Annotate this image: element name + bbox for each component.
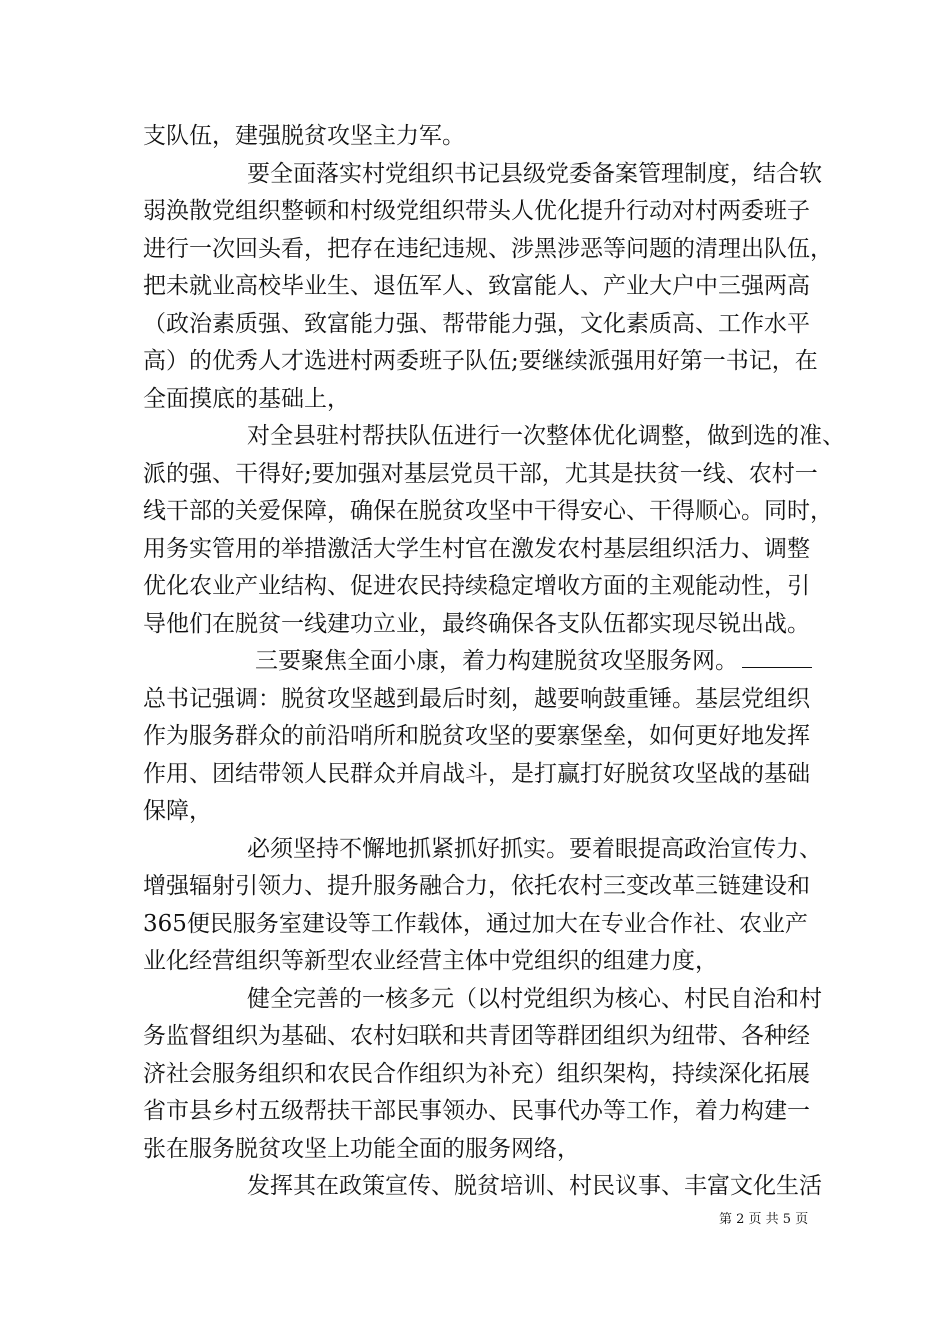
text-line: 发挥其在政策宣传、脱贫培训、村民议事、丰富文化生活 (247, 1173, 822, 1199)
text-line: 用务实管用的举措激活大学生村官在激发农村基层组织活力、调整 (143, 535, 810, 562)
page-number: 第 2 页 共 5 页 (719, 1212, 809, 1227)
text-line: 高）的优秀人才选进村两委班子队伍;要继续派强用好第一书记，在 (143, 348, 818, 374)
body-text (143, 118, 845, 1206)
text-line: （政治素质强、致富能力强、帮带能力强，文化素质高、工作水平 (143, 310, 810, 337)
text-line (143, 643, 811, 681)
text-line: 张在服务脱贫攻坚上功能全面的服务网络， (143, 1135, 580, 1162)
text-line: 支队伍，建强脱贫攻坚主力军。 (143, 123, 465, 149)
text-line: 健全完善的一核多元（以村党组织为核心、村民自治和村 (247, 985, 822, 1012)
text-line: 增强辐射引领力、提升服务融合力，依托农村三变改革三链建设和 (143, 873, 810, 899)
text-line: 线干部的关爱保障，确保在脱贫攻坚中干得安心、干得顺心。同时， (143, 498, 833, 524)
text-line: 业化经营组织等新型农业经营主体中党组织的组建力度， (143, 948, 718, 974)
blank-underline (742, 647, 812, 668)
text-line: 派的强、干得好;要加强对基层党员干部，尤其是扶贫一线、农村一 (143, 460, 818, 487)
text-line: 总书记强调：脱贫攻坚越到最后时刻，越要响鼓重锤。基层党组织 (143, 685, 810, 712)
text-line: 要全面落实村党组织书记县级党委备案管理制度，结合软 (247, 160, 822, 187)
text-line: 保障， (143, 798, 212, 824)
text-line: 优化农业产业结构、促进农民持续稳定增收方面的主观能动性，引 (143, 573, 810, 599)
text-line: 弱涣散党组织整顿和村级党组织带头人优化提升行动对村两委班子 (143, 198, 810, 224)
text-line: 务监督组织为基础、农村妇联和共青团等群团组织为纽带、各种经 (143, 1023, 810, 1049)
text-line: 对全县驻村帮扶队伍进行一次整体优化调整，做到选的准、 (247, 423, 845, 449)
section-heading: 三要聚焦全面小康，着力构建脱贫攻坚服务网。 (255, 648, 738, 674)
text-line: 把未就业高校毕业生、退伍军人、致富能人、产业大户中三强两高 (143, 273, 810, 299)
text-line: 导他们在脱贫一线建功立业，最终确保各支队伍都实现尽锐出战。 (143, 610, 810, 637)
text-line: 进行一次回头看，把存在违纪违规、涉黑涉恶等问题的清理出队伍， (143, 235, 833, 262)
text-line: 作为服务群众的前沿哨所和脱贫攻坚的要寨堡垒，如何更好地发挥 (143, 723, 810, 749)
text-line: 365便民服务室建设等工作载体，通过加大在专业合作社、农业产 (143, 910, 808, 937)
text-line: 必须坚持不懈地抓紧抓好抓实。要着眼提高政治宣传力、 (247, 835, 822, 862)
text-line: 作用、团结带领人民群众并肩战斗，是打赢打好脱贫攻坚战的基础 (143, 760, 810, 787)
text-line: 省市县乡村五级帮扶干部民事领办、民事代办等工作，着力构建一 (143, 1098, 810, 1124)
text-line: 全面摸底的基础上， (143, 385, 350, 412)
text-line: 济社会服务组织和农民合作组织为补充）组织架构，持续深化拓展 (143, 1060, 810, 1087)
